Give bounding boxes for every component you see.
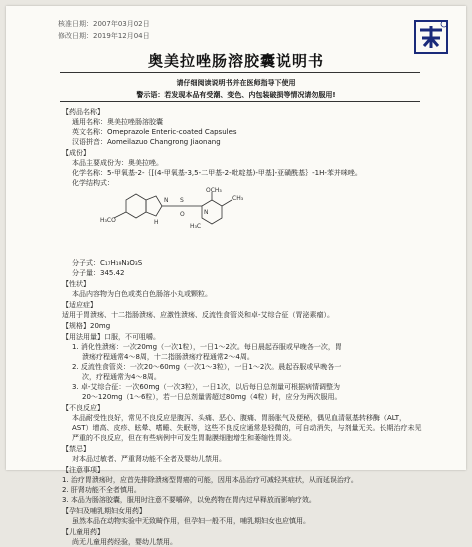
- indications-text: 适用于胃溃疡、十二指肠溃疡、应激性溃疡、反流性食管炎和卓-艾综合征（胃泌素瘤）。: [62, 311, 335, 319]
- dosage-line-3: 3. 卓-艾综合征：一次60mg（一次3粒），一日1次，以后每日总剂量可根据病情调整为: [72, 383, 341, 391]
- svg-text:OCH₃: OCH₃: [206, 187, 222, 194]
- divider-bottom: [60, 101, 420, 102]
- children-text: 尚无儿童用药经验，婴幼儿禁用。: [72, 538, 177, 546]
- dosage-line-3b: 20～120mg（1～6粒），若一日总剂量需超过80mg（4粒）时，应分为两次服用。: [82, 393, 342, 401]
- dosage-line-1: 1. 消化性溃疡：一次20mg（一次1粒），一日1～2次。每日晨起吞服或早晚各一次，胃: [72, 343, 342, 351]
- dosage-line-2: 2. 反流性食管炎：一次20～60mg（一次1～3粒），一日1～2次。晨起吞服或早晚各一: [72, 363, 342, 371]
- structure-label: 化学结构式：: [72, 179, 114, 187]
- molecular-formula: 分子式：C₁₇H₁₉N₃O₃S: [72, 259, 143, 267]
- drug-name-heading: 【药品名称】: [62, 108, 104, 116]
- children-heading: 【儿童用药】: [62, 528, 104, 536]
- svg-text:H₃C: H₃C: [190, 223, 202, 230]
- pregnancy-heading: 【孕妇及哺乳期妇女用药】: [62, 507, 146, 515]
- modified-date: 修改日期：2019年12月04日: [58, 32, 150, 40]
- contraindications-text: 对本品过敏者、严重肾功能不全者及婴幼儿禁用。: [72, 455, 226, 463]
- structure-diagram-icon: [86, 188, 306, 232]
- adverse-text: 本品耐受性良好，常见不良反应是腹泻、头痛、恶心、腹痛、胃肠胀气及便秘，偶见血清氨基转移酶（ALT，AST）增高、皮疹、眩晕、嗜睡、失眠等，这些不良反应通常是轻微的，可自动消失，与剂量无关。长期治疗未见严重的不良反应，但在有些病例中可发生胃黏膜细胞增生和萎缩性胃炎。: [72, 414, 422, 442]
- svg-text:H: H: [154, 219, 159, 226]
- pregnancy-text: 虽然本品在动物实验中无致畸作用，但孕妇一般不用，哺乳期妇女也应慎用。: [72, 517, 310, 525]
- divider-top: [60, 72, 420, 73]
- svg-text:N: N: [164, 197, 169, 204]
- document-title: 奥美拉唑肠溶胶囊说明书: [147, 52, 324, 70]
- svg-text:H₃CO: H₃CO: [100, 217, 116, 224]
- generic-name: 通用名称：奥美拉唑肠溶胶囊: [72, 118, 163, 126]
- pinyin-name: 汉语拼音：Aomeilazuo Changrong Jiaonang: [72, 138, 221, 146]
- company-logo-icon: [414, 20, 448, 54]
- dosage-heading: 【用法用量】口服，不可咀嚼。: [62, 333, 160, 341]
- leaflet-body: [62, 106, 422, 547]
- precaution-1: 1. 治疗胃溃疡时，应首先排除溃疡型胃癌的可能，因用本品治疗可减轻其症状，从而延误治疗。: [62, 476, 358, 484]
- chemical-structure: [82, 188, 422, 258]
- adverse-heading: 【不良反应】: [62, 404, 104, 412]
- date-block: [58, 18, 150, 42]
- notice-read-instructions: 请仔细阅读说明书并在医师指导下使用: [176, 79, 296, 87]
- svg-text:CH₃: CH₃: [232, 195, 244, 202]
- leaflet-page: [6, 6, 466, 546]
- properties-text: 本品内容物为白色或类白色肠溶小丸或颗粒。: [72, 290, 212, 298]
- spec-heading: 【规格】20mg: [62, 322, 111, 330]
- precaution-3: 3. 本品为肠溶胶囊，服用时注意不要嚼碎，以免药物在胃内过早释放而影响疗效。: [62, 496, 316, 504]
- ingredients-heading: 【成份】: [62, 149, 90, 157]
- english-name: 英文名称：Omeprazole Enteric-coated Capsules: [72, 128, 237, 136]
- contraindications-heading: 【禁忌】: [62, 445, 90, 453]
- indications-heading: 【适应症】: [62, 301, 97, 309]
- dosage-line-2b: 次，疗程通常为4～8周。: [82, 373, 161, 381]
- dosage-line-1b: 溃疡疗程通常4～8周，十二指肠溃疡疗程通常2～4周。: [82, 353, 254, 361]
- precautions-heading: 【注意事项】: [62, 466, 104, 474]
- revised-date: 核准日期：2007年03月02日: [58, 20, 150, 28]
- molecular-weight: 分子量：345.42: [72, 269, 125, 277]
- main-ingredient: 本品主要成份为：奥美拉唑。: [72, 159, 163, 167]
- chemical-name: 化学名称：5-甲氧基-2-｛[(4-甲氧基-3,5-二甲基-2-吡啶基)-甲基]-亚磺酰基｝-1H-苯并咪唑。: [72, 169, 362, 177]
- svg-text:N: N: [204, 209, 209, 216]
- properties-heading: 【性状】: [62, 280, 90, 288]
- svg-text:S: S: [180, 197, 184, 204]
- svg-text:O: O: [180, 211, 185, 218]
- precaution-2: 2. 肝肾功能不全者慎用。: [62, 486, 141, 494]
- notice-warning: 警示语：若发现本品有受潮、变色、内包装破损等情况请勿服用!: [136, 91, 336, 99]
